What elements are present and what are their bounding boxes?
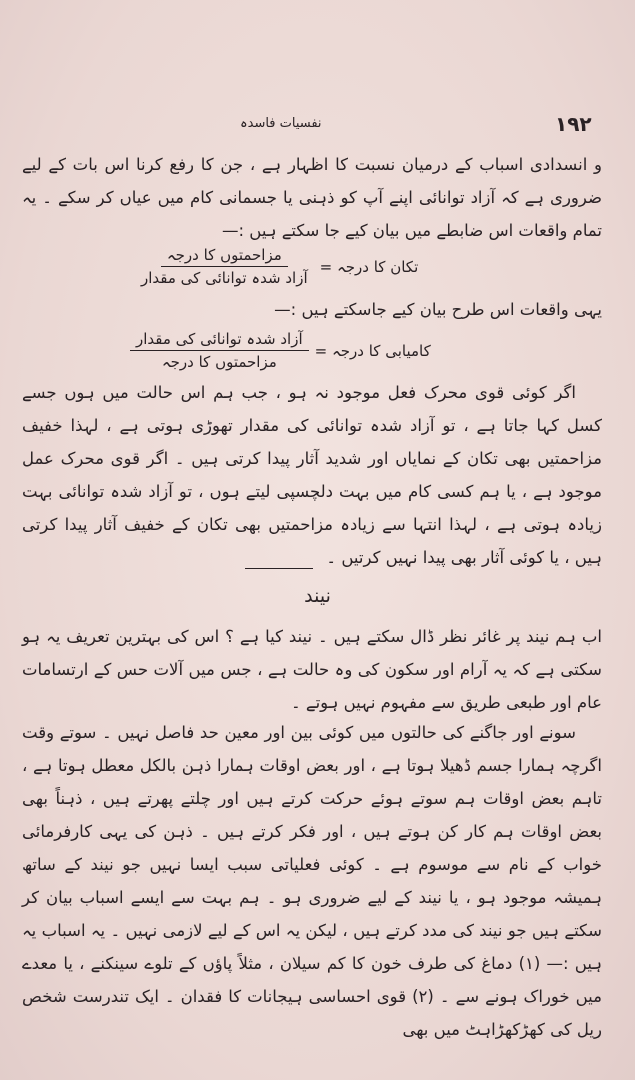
- paragraph-text: سونے اور جاگنے کی حالتوں میں کوئی بین اور معین حد فاصل نہیں ۔ سوتے وقت اگرچہ ہمارا جسم ڈھیلا ہوتا ہے ، اور بعض اوقات ہمارا ذہن بالکل معطل ہوتا ہے ، تاہم بعض اوقات ہم سوتے ہوئے حرکت کرتے ہیں اور چلتے پھرتے ہیں ، ذہناً بھی بعض اوقات ہم کار کن ہوتے ہیں ، اور فکر کرتے ہیں ۔ ذہن کی یہی کارفرمائی خواب کے نام سے موسوم ہے ۔ کوئی فعلیاتی سبب ایسا نہیں جو نیند کے ساتھ ہمیشہ موجود ہو ، یا نیند کے لیے ضروری ہو ۔ ہم بہت سے ایسے اسباب بیان کر سکتے ہیں جو نیند کی مدد کرتے ہیں ، لیکن یہ اس کے لیے لازمی نہیں ۔ یہ اسباب یہ ہیں :— (۱) دماغ کی طرف خون کا کم سیلان ، مثلاً پاؤں کے تلوے سینکنے ، یا معدے میں خوراک ہونے سے ۔ (۲) قوی احساسی ہیجانات کا فقدان ۔ ایک تندرست شخص ریل کی کھڑکھڑاہٹ میں بھی: [22, 723, 602, 1039]
- formula-lhs: تکان کا درجہ =: [319, 257, 419, 276]
- formula-fraction: [130, 330, 309, 371]
- formula-numerator: آزاد شدہ توانائی کی مقدار: [130, 330, 309, 351]
- section-title: نیند: [304, 585, 331, 607]
- paragraph-intro: [22, 148, 602, 247]
- paragraph-text: و انسدادی اسباب کے درمیان نسبت کا اظہار ہے ، جن کا رفع کرنا اس بات کے لیے ضروری ہے کہ آزاد توانائی اپنے آپ کو ذہنی یا جسمانی کام میں عیاں کر سکے ۔ یہ تمام واقعات اس ضابطے میں بیان کیے جا سکتے ہیں :—: [22, 155, 602, 240]
- formula-denominator: آزاد شدہ توانائی کی مقدار: [141, 269, 308, 287]
- paragraph-restatement: [22, 293, 602, 326]
- page-header: [0, 112, 635, 142]
- paragraph-text: اگر کوئی قوی محرک فعل موجود نہ ہو ، جب ہم اس حالت میں ہوں جسے کسل کہا جاتا ہے ، تو آزاد شدہ توانائی کی مقدار تھوڑی ہوتی ہے ، لہذا خفیف مزاحمتیں بھی تکان کے نمایاں اور شدید آثار پیدا کرتی ہیں ۔ اگر قوی محرک عمل موجود ہے ، یا ہم کسی کام میں بہت دلچسپی لیتے ہوں ، تو آزاد شدہ توانائی بہت زیادہ ہوتی ہے ، لہذا انتہا سے زیادہ مزاحمتیں بھی تکان کے خفیف آثار پیدا کرتی ہیں ، یا کوئی آثار بھی پیدا نہیں کرتیں ۔: [22, 383, 602, 567]
- paragraph-text: یہی واقعات اس طرح بیان کیے جاسکتے ہیں :—: [274, 300, 602, 319]
- paragraph-fatigue: [22, 376, 602, 574]
- paragraph-text: اب ہم نیند پر غائر نظر ڈال سکتے ہیں ۔ نیند کیا ہے ؟ اس کی بہترین تعریف یہ ہو سکتی ہے کہ یہ آرام اور سکون کی وہ حالت ہے ، جس میں آلات حس کے ارتسامات عام اور طبعی طریق سے مفہوم نہیں ہوتے ۔: [22, 627, 602, 712]
- page-number: ۱۹۲: [555, 112, 592, 136]
- paragraph-sleep-definition: [22, 620, 602, 719]
- formula-denominator: مزاحمتوں کا درجہ: [161, 353, 277, 371]
- running-title: نفسیات فاسدہ: [240, 116, 322, 131]
- paragraph-sleep-causes: [22, 716, 602, 1046]
- success-formula: [130, 330, 431, 371]
- section-divider: [245, 568, 313, 569]
- formula-lhs: کامیابی کا درجہ =: [314, 341, 431, 360]
- formula-numerator: مزاحمتوں کا درجہ: [161, 246, 288, 267]
- formula-fraction: [135, 246, 314, 287]
- fatigue-formula: [135, 246, 418, 287]
